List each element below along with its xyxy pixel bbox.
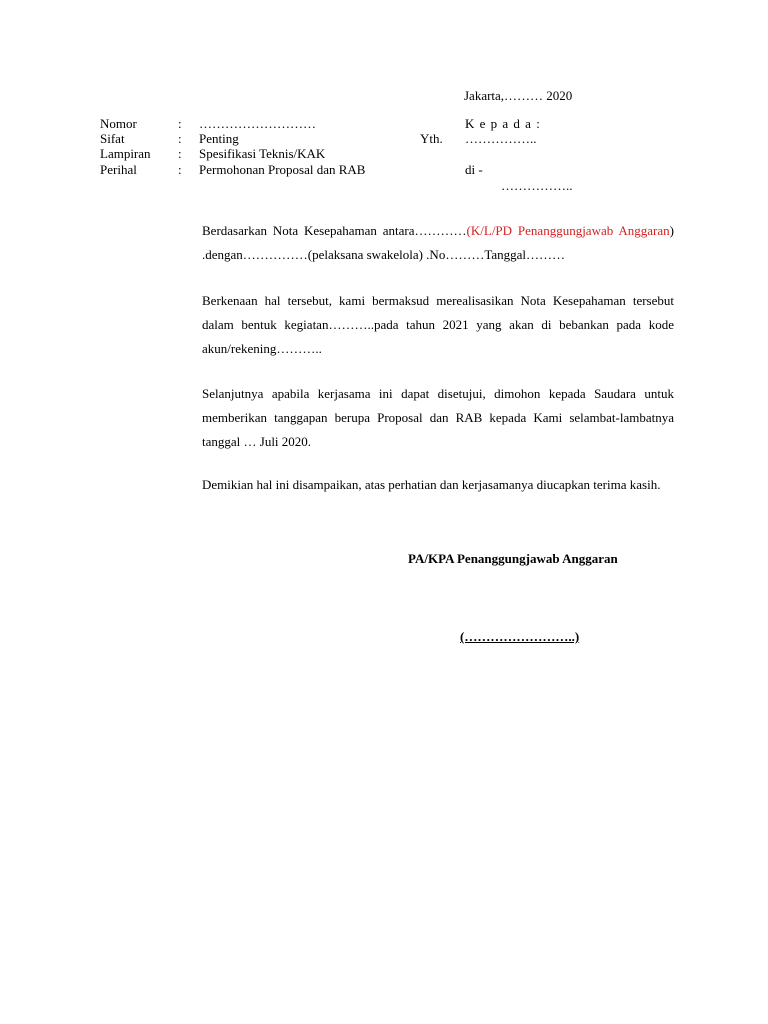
meta-row-nomor (0, 116, 768, 132)
meta-value: Spesifikasi Teknis/KAK (199, 146, 326, 161)
body-text-segment: Berdasarkan Nota Kesepahaman antara………… (202, 223, 467, 238)
recipient-di-label: di - (465, 162, 483, 177)
body-text-segment: ) .dengan……………(pelaksana swakelola) .No………Tanggal……… (202, 223, 674, 262)
meta-colon: : (178, 146, 182, 161)
meta-label: Sifat (100, 131, 125, 146)
meta-label: Perihal (100, 162, 137, 177)
meta-row-sifat (0, 131, 768, 147)
body-highlight-red: (K/L/PD Penanggungjawab Anggaran (466, 223, 670, 238)
meta-label: Lampiran (100, 146, 151, 161)
recipient-heading: K e p a d a : (465, 116, 541, 131)
meta-row-perihal (0, 162, 768, 178)
recipient-yth-label: Yth. (420, 131, 443, 146)
meta-value: ……………………… (199, 116, 316, 131)
recipient-location: …………….. (501, 178, 573, 193)
body-paragraph-1 (202, 219, 674, 267)
body-paragraph-3: Selanjutnya apabila kerjasama ini dapat disetujui, dimohon kepada Saudara untuk memberikan tanggapan berupa Proposal dan RAB kepada Kami selambat-lambatnya tanggal … Juli 2020. (202, 386, 674, 449)
meta-colon: : (178, 116, 182, 131)
meta-label: Nomor (100, 116, 137, 131)
meta-value: Penting (199, 131, 239, 146)
meta-colon: : (178, 162, 182, 177)
meta-row-lampiran (0, 146, 768, 162)
body-paragraph-4: Demikian hal ini disampaikan, atas perhatian dan kerjasamanya diucapkan terima kasih. (202, 477, 661, 492)
meta-colon: : (178, 131, 182, 146)
meta-value: Permohonan Proposal dan RAB (199, 162, 366, 177)
date-line: Jakarta,……… 2020 (464, 88, 573, 103)
recipient-name: …………….. (465, 131, 537, 146)
signer-title: PA/KPA Penanggungjawab Anggaran (408, 551, 618, 566)
signer-name: (……………………..) (460, 629, 580, 644)
body-paragraph-2: Berkenaan hal tersebut, kami bermaksud merealisasikan Nota Kesepahaman tersebut dalam bentuk kegiatan………..pada tahun 2021 yang akan di bebankan pada kode akun/rekening……….. (202, 293, 674, 356)
